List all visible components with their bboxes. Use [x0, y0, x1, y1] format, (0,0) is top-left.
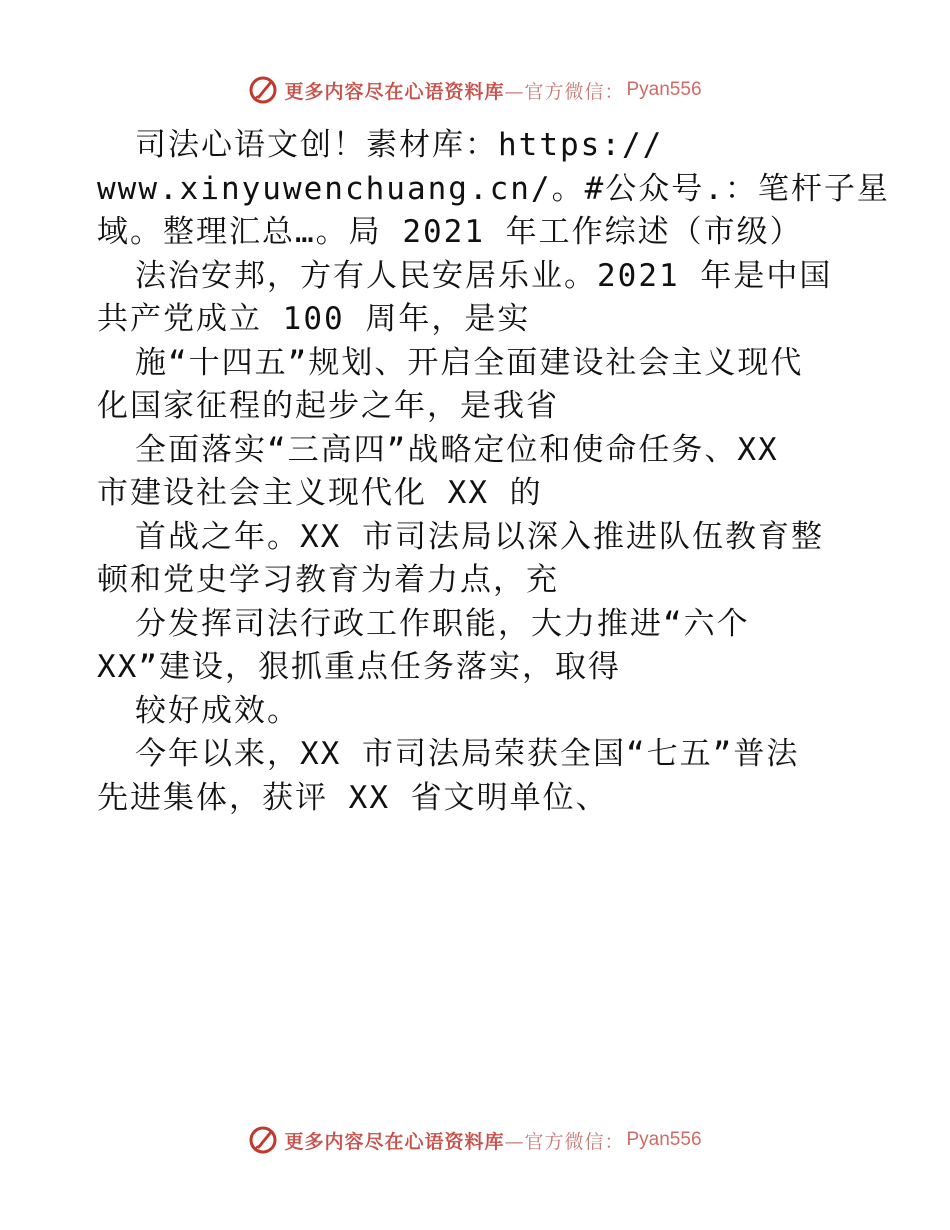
- text-line: 首战之年。XX 市司法局以深入推进队伍教育整: [135, 518, 824, 555]
- text-line: 顿和党史学习教育为着力点，充: [97, 562, 559, 598]
- quill-logo-icon: [248, 1125, 278, 1155]
- text-line: www.xinyuwenchuang.cn/。#公众号.：笔杆子星: [97, 170, 890, 207]
- text-line: 化国家征程的起步之年，是我省: [97, 388, 559, 424]
- text-line: 市建设社会主义现代化 XX 的: [97, 475, 543, 511]
- header-banner-title: 更多内容尽在心语资料库: [284, 80, 505, 103]
- text-line: 今年以来，XX 市司法局荣获全国“七五”普法: [135, 736, 800, 772]
- quill-logo-icon: [248, 75, 278, 105]
- footer-banner: [0, 1120, 950, 1160]
- header-banner: [0, 70, 950, 110]
- footer-banner-separator: —官方微信：: [504, 1130, 625, 1153]
- document-body: [97, 124, 890, 820]
- text-line: 法治安邦，方有人民安居乐业。2021 年是中国: [135, 257, 833, 294]
- text-line: 较好成效。: [135, 692, 300, 729]
- header-banner-separator: —官方微信：: [504, 80, 625, 103]
- text-line: 司法心语文创！素材库：https://: [135, 127, 664, 163]
- text-line: XX”建设，狠抓重点任务落实，取得: [97, 649, 621, 685]
- footer-banner-title: 更多内容尽在心语资料库: [284, 1130, 505, 1153]
- text-line: 施“十四五”规划、开启全面建设社会主义现代: [135, 344, 804, 381]
- text-line: 全面落实“三高四”战略定位和使命任务、XX: [135, 431, 779, 468]
- text-line: 共产党成立 100 周年，是实: [97, 301, 531, 337]
- text-line: 分发挥司法行政工作职能，大力推进“六个: [135, 605, 750, 642]
- text-line: 先进集体，获评 XX 省文明单位、: [97, 779, 609, 816]
- footer-banner-account: Pyan556: [626, 1129, 702, 1150]
- text-line: 域。整理汇总…。局 2021 年工作综述（市级）: [97, 214, 803, 250]
- header-banner-account: Pyan556: [626, 79, 702, 100]
